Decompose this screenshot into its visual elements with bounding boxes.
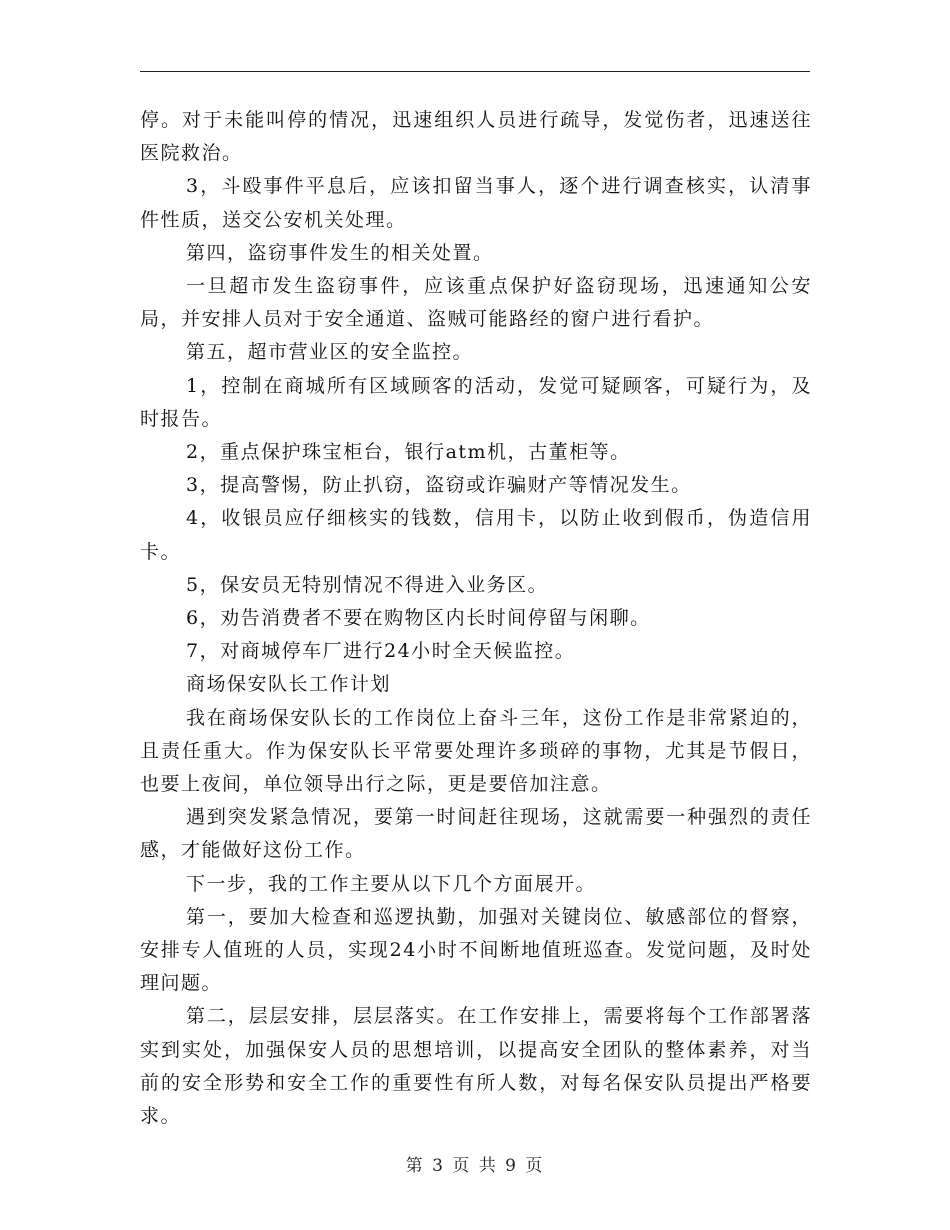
section-heading: 第四，盗窃事件发生的相关处置。 — [186, 241, 494, 264]
list-item: 5，保安员无特别情况不得进入业务区。 — [186, 573, 549, 596]
list-item: 7，对商城停车厂进行24小时全天候监控。 — [186, 640, 576, 663]
list-item: 3，提高警惕，防止扒窃，盗窃或诈骗财产等情况发生。 — [186, 474, 692, 497]
paragraph: 一旦超市发生盗窃事件，应该重点保护好盗窃现场，迅速通知公安局，并安排人员对于安全通道、盗贼可能路经的窗户进行看护。 — [140, 275, 812, 331]
list-item: 6，劝告消费者不要在购物区内长时间停留与闲聊。 — [186, 607, 651, 630]
paragraph: 停。对于未能叫停的情况，迅速组织人员进行疏导，发觉伤者，迅速送往医院救治。 — [140, 109, 812, 165]
paragraph: 第二，层层安排，层层落实。在工作安排上，需要将每个工作部署落实到实处，加强保安人员的思想培训，以提高安全团队的整体素养，对当前的安全形势和安全工作的重要性有所人数，对每名保安队员提出严格要求。 — [140, 1005, 812, 1128]
page-number: 第 3 页 共 9 页 — [405, 1156, 545, 1176]
list-item: 2，重点保护珠宝柜台，银行atm机，古董柜等。 — [186, 441, 631, 464]
paragraph: 遇到突发紧急情况，要第一时间赶往现场，这就需要一种强烈的责任感，才能做好这份工作。 — [140, 806, 812, 862]
paragraph: 我在商场保安队长的工作岗位上奋斗三年，这份工作是非常紧迫的，且责任重大。作为保安队长平常要处理许多琐碎的事物，尤其是节假日，也要上夜间，单位领导出行之际，更是要倍加注意。 — [140, 706, 812, 796]
paragraph: 第一，要加大检查和巡逻执勤，加强对关键岗位、敏感部位的督察，安排专人值班的人员，实现24小时不间断地值班巡查。发觉问题，及时处理问题。 — [140, 905, 812, 995]
paragraph: 3，斗殴事件平息后，应该扣留当事人，逐个进行调查核实，认清事件性质，送交公安机关处理。 — [140, 175, 812, 231]
body-text — [140, 104, 812, 1133]
document-title: 商场保安队长工作计划 — [186, 673, 392, 696]
paragraph: 下一步，我的工作主要从以下几个方面展开。 — [186, 872, 597, 895]
section-heading: 第五，超市营业区的安全监控。 — [186, 341, 474, 364]
list-item: 1，控制在商城所有区域顾客的活动，发觉可疑顾客，可疑行为，及时报告。 — [140, 374, 812, 430]
list-item: 4，收银员应仔细核实的钱数，信用卡，以防止收到假币，伪造信用卡。 — [140, 507, 812, 563]
header-rule — [140, 71, 810, 72]
